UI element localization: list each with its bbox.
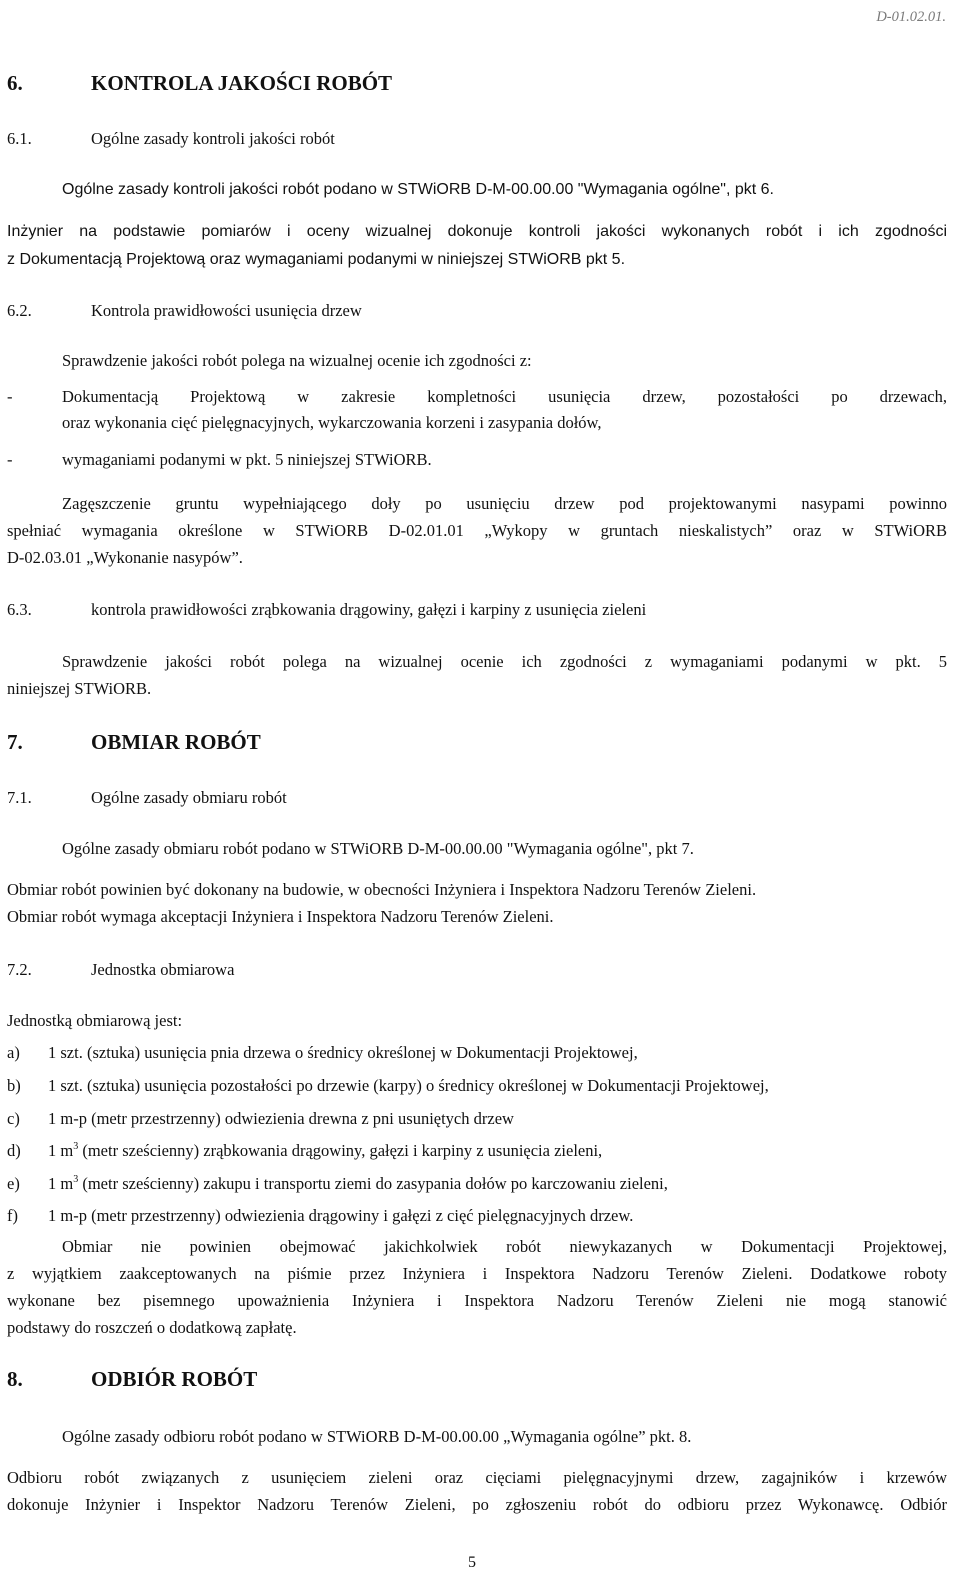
subsection-6-1-heading — [7, 126, 335, 152]
paragraph: Ogólne zasady odbioru robót podano w STWiORB D-M-00.00.00 „Wymagania ogólne” pkt. 8. — [62, 1427, 692, 1446]
list-item-line: oraz wykonania cięć pielęgnacyjnych, wykarczowania korzeni i zasypania dołów, — [62, 413, 602, 432]
section-7-heading — [7, 729, 261, 755]
list-label: d) — [7, 1141, 21, 1160]
paragraph: Jednostką obmiarową jest: — [7, 1011, 183, 1030]
subsection-number: 7.1. — [7, 788, 32, 807]
paragraph-line: Obmiar nie powinien obejmować jakichkolwiek robót niewykazanych w Dokumentacji Projektowej, — [62, 1237, 947, 1256]
document-code-header: D-01.02.01. — [876, 9, 946, 25]
subsection-number: 6.3. — [7, 600, 32, 619]
subsection-number: 7.2. — [7, 960, 32, 979]
paragraph-line: niniejszej STWiORB. — [7, 679, 152, 698]
list-dash: - — [7, 387, 13, 406]
section-number: 8. — [7, 1367, 23, 1391]
page-number: 5 — [468, 1554, 476, 1571]
list-item-line: Dokumentacją Projektową w zakresie kompletności usunięcia drzew, pozostałości po drzewach, — [62, 387, 947, 406]
paragraph-line: spełniać wymagania określone w STWiORB D-02.01.01 „Wykopy w gruntach nieskalistych” oraz w STWiORB — [7, 521, 947, 540]
paragraph-line: wykonane bez pisemnego upoważnienia Inżyniera i Inspektora Nadzoru Terenów Zieleni nie mogą stanowić — [7, 1291, 947, 1310]
unit-exponent: 3 — [73, 1174, 79, 1185]
list-item — [7, 1203, 633, 1229]
paragraph-line: z wyjątkiem zaakceptowanych na piśmie przez Inżyniera i Inspektora Nadzoru Terenów Zieleni. Dodatkowe roboty — [7, 1264, 947, 1283]
subsection-title: Ogólne zasady obmiaru robót — [91, 788, 287, 807]
list-item — [7, 1073, 769, 1099]
list-label: f) — [7, 1206, 18, 1225]
subsection-title: Ogólne zasady kontroli jakości robót — [91, 129, 335, 148]
section-8-heading — [7, 1366, 257, 1392]
subsection-title: Jednostka obmiarowa — [91, 960, 235, 979]
paragraph-line: Zagęszczenie gruntu wypełniającego doły po usunięciu drzew pod projektowanymi nasypami powinno — [62, 494, 947, 513]
subsection-title: Kontrola prawidłowości usunięcia drzew — [91, 301, 362, 320]
list-text: 1 m-p (metr przestrzenny) odwiezienia drewna z pni usuniętych drzew — [48, 1109, 514, 1128]
section-6-heading — [7, 70, 392, 96]
paragraph: Ogólne zasady kontroli jakości robót podano w STWiORB D-M-00.00.00 "Wymagania ogólne", pkt 6. — [62, 181, 774, 198]
subsection-title: kontrola prawidłowości zrąbkowania drągowiny, gałęzi i karpiny z usunięcia zieleni — [91, 600, 647, 619]
list-label: e) — [7, 1174, 20, 1193]
list-text: (metr sześcienny) zrąbkowania drągowiny, gałęzi i karpiny z usunięcia zieleni, — [78, 1141, 603, 1160]
subsection-7-2-heading — [7, 957, 234, 983]
list-item — [7, 1138, 602, 1164]
subsection-7-1-heading — [7, 785, 287, 811]
paragraph-line: Sprawdzenie jakości robót polega na wizualnej ocenie ich zgodności z wymaganiami podanymi w pkt. 5 — [62, 652, 947, 671]
list-unit: 1 m — [48, 1141, 74, 1160]
list-label: a) — [7, 1043, 20, 1062]
list-text: (metr sześcienny) zakupu i transportu ziemi do zasypania dołów po karczowaniu zieleni, — [78, 1174, 668, 1193]
section-title: KONTROLA JAKOŚCI ROBÓT — [91, 71, 393, 95]
subsection-number: 6.1. — [7, 129, 32, 148]
list-item: wymaganiami podanymi w pkt. 5 niniejszej STWiORB. — [62, 450, 432, 469]
list-text: 1 m-p (metr przestrzenny) odwiezienia drągowiny i gałęzi z cięć pielęgnacyjnych drzew. — [48, 1206, 634, 1225]
paragraph: Sprawdzenie jakości robót polega na wizualnej ocenie ich zgodności z: — [62, 351, 532, 370]
list-text: 1 szt. (sztuka) usunięcia pozostałości po drzewie (karpy) o średnicy określonej w Dokumentacji Projektowej, — [48, 1076, 769, 1095]
subsection-6-2-heading — [7, 298, 362, 324]
paragraph-line: podstawy do roszczeń o dodatkową zapłatę. — [7, 1318, 297, 1337]
list-label: c) — [7, 1109, 20, 1128]
list-dash: - — [7, 450, 13, 469]
section-title: OBMIAR ROBÓT — [91, 730, 261, 754]
paragraph-line: Odbioru robót związanych z usunięciem zieleni oraz cięciami pielęgnacyjnymi drzew, zagajników i krzewów — [7, 1468, 947, 1487]
list-label: b) — [7, 1076, 21, 1095]
list-unit: 1 m — [48, 1174, 74, 1193]
subsection-number: 6.2. — [7, 301, 32, 320]
paragraph-line: Inżynier na podstawie pomiarów i oceny wizualnej dokonuje kontroli jakości wykonanych robót i ich zgodności — [7, 223, 947, 240]
list-item — [7, 1106, 514, 1132]
paragraph-line: z Dokumentacją Projektową oraz wymaganiami podanymi w niniejszej STWiORB pkt 5. — [7, 251, 626, 268]
paragraph: Ogólne zasady obmiaru robót podano w STWiORB D-M-00.00.00 "Wymagania ogólne", pkt 7. — [62, 839, 694, 858]
paragraph-line: dokonuje Inżynier i Inspektor Nadzoru Terenów Zieleni, po zgłoszeniu robót do odbioru przez Wykonawcę. Odbiór — [7, 1495, 947, 1514]
paragraph-line: D-02.03.01 „Wykonanie nasypów”. — [7, 548, 243, 567]
section-number: 6. — [7, 71, 23, 95]
list-text: 1 szt. (sztuka) usunięcia pnia drzewa o średnicy określonej w Dokumentacji Projektowej, — [48, 1043, 638, 1062]
list-item — [7, 1171, 668, 1197]
section-title: ODBIÓR ROBÓT — [91, 1367, 258, 1391]
list-item — [7, 1040, 638, 1066]
subsection-6-3-heading — [7, 597, 646, 623]
section-number: 7. — [7, 730, 23, 754]
unit-exponent: 3 — [73, 1141, 79, 1152]
paragraph-line: Obmiar robót wymaga akceptacji Inżyniera i Inspektora Nadzoru Terenów Zieleni. — [7, 907, 554, 926]
paragraph-line: Obmiar robót powinien być dokonany na budowie, w obecności Inżyniera i Inspektora Nadzoru Terenów Zieleni. — [7, 880, 757, 899]
